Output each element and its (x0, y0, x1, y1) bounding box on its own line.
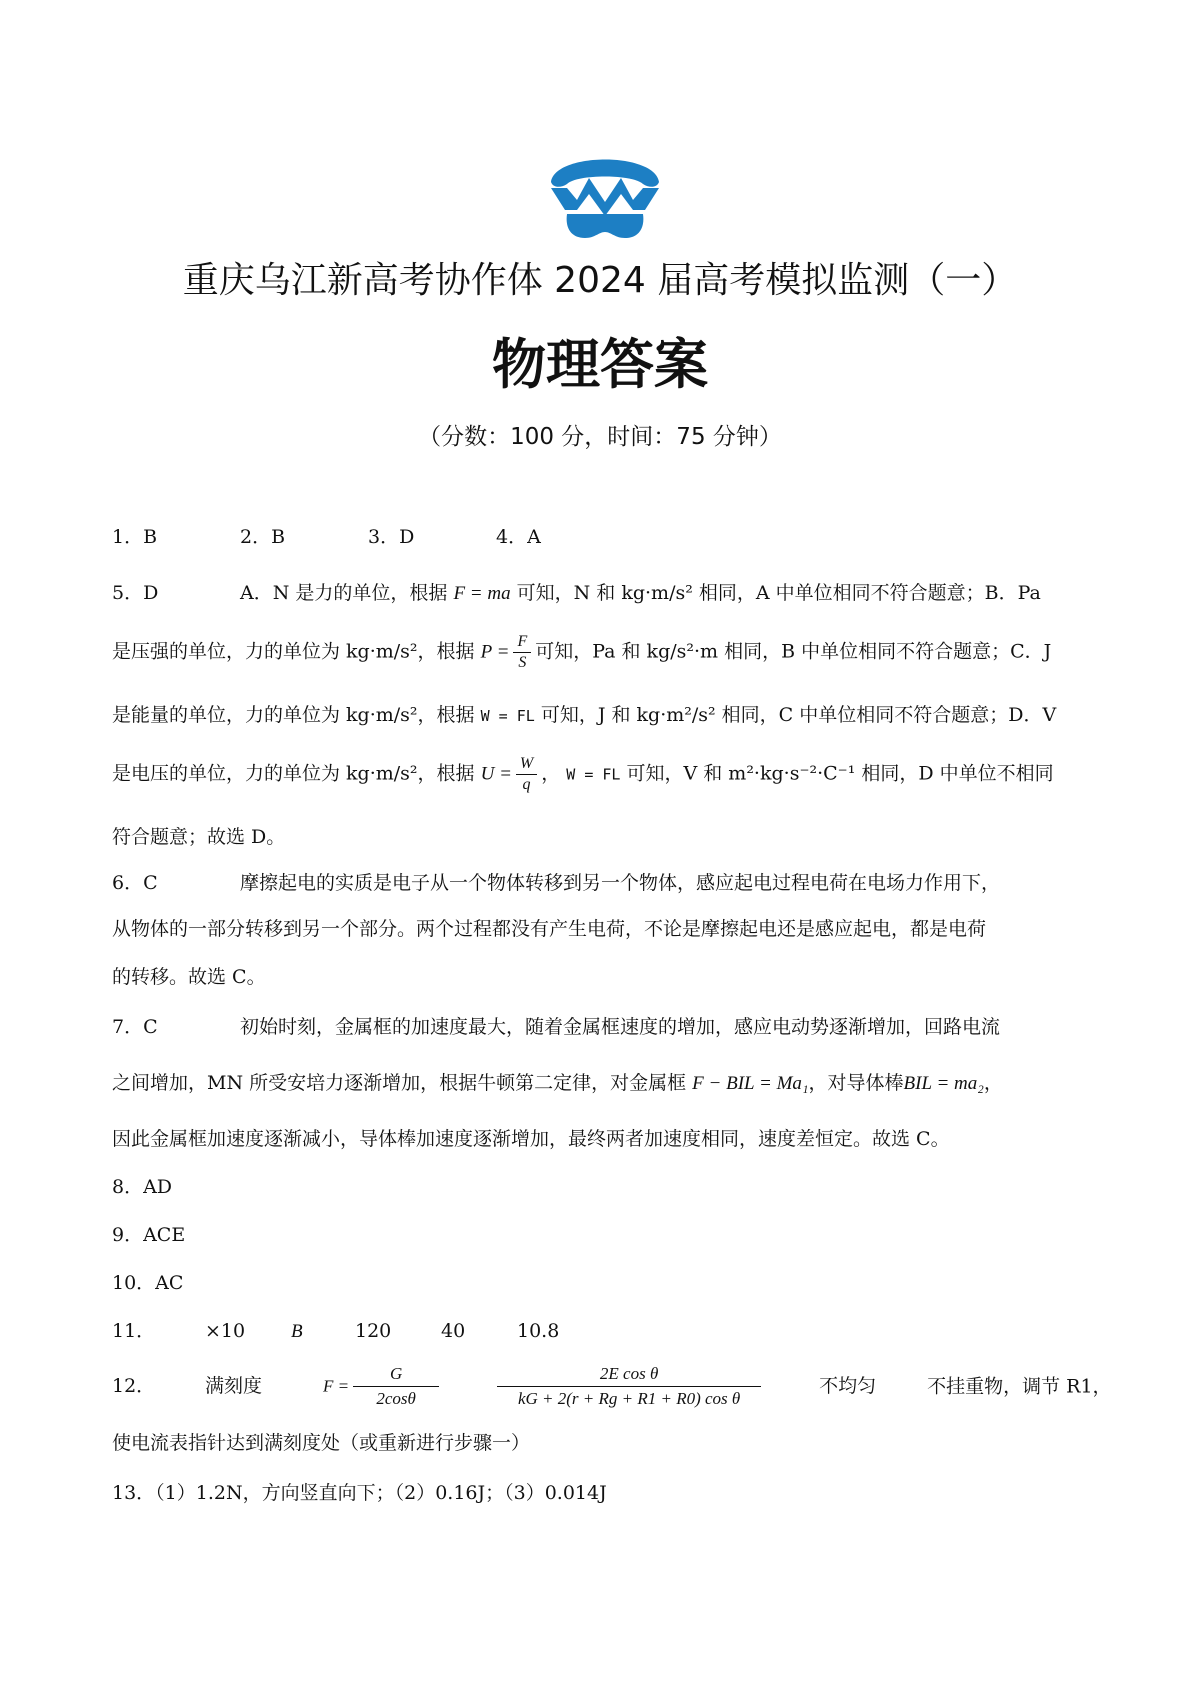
q5-b-text: 是压强的单位，力的单位为 kg·m/s²，根据 (112, 640, 475, 663)
q7-text-1: 初始时刻，金属框的加速度最大，随着金属框速度的增加，感应电动势逐渐增加，回路电流 (240, 1016, 1001, 1038)
q12-f1-denominator: 2cosθ (376, 1389, 416, 1409)
mcq-answers-row (112, 528, 624, 547)
q6-line3: 的转移。故选 C。 (112, 966, 266, 988)
q12-answer-3: 不均匀 (819, 1375, 877, 1398)
q7-text-mid: ，对导体棒 (808, 1072, 904, 1094)
q5-d-numerator: W (516, 756, 537, 775)
exam-title: 重庆乌江新高考协作体 2024 届高考模拟监测（一） (182, 260, 1018, 301)
q12-f2-numerator: 2E cos θ (497, 1364, 761, 1387)
q12-f1-fraction (353, 1364, 439, 1410)
q11-answer-4: 40 (441, 1320, 466, 1342)
q5-d-fraction (516, 756, 537, 793)
q5-c-post: 可知，J 和 kg·m²/s² 相同，C 中单位相同不符合题意；D．V (540, 704, 1057, 726)
q5-c-text: 是能量的单位，力的单位为 kg·m/s²，根据 (112, 704, 475, 726)
q7-formula-1: F − BIL = Ma₁ (692, 1073, 809, 1094)
q5-b-formula-lhs: P = (480, 641, 510, 663)
subject-title: 物理答案 (492, 333, 708, 396)
q5-conclusion: 符合题意；故选 D。 (112, 826, 286, 848)
answer-2: 2．B (240, 526, 286, 548)
q5-d-formula2: W = FL (566, 765, 621, 784)
q9-answer: 9．ACE (112, 1224, 186, 1246)
q10-answer: 10．AC (112, 1272, 184, 1294)
q12-row (112, 1364, 1112, 1410)
q11-answer-3: 120 (355, 1320, 392, 1342)
q12-f1-numerator: G (353, 1364, 439, 1387)
q11-number: 11． (112, 1320, 156, 1342)
q6-number: 6．C (112, 872, 158, 894)
answer-4: 4．A (496, 526, 541, 548)
q5-b-denominator: S (518, 654, 527, 671)
q6-text-1: 摩擦起电的实质是电子从一个物体转移到另一个物体，感应起电过程电荷在电场力作用下， (240, 872, 1001, 894)
q5-c-formula: W = FL (480, 707, 535, 725)
q5-line3 (112, 706, 1056, 725)
q12-f2-denominator: kG + 2(r + Rg + R1 + R0) cos θ (517, 1389, 741, 1409)
q13-answer: 13．（1）1.2N，方向竖直向下；（2）0.16J；（3）0.014J (112, 1482, 607, 1504)
q5-d-post: 可知，V 和 m²·kg·s⁻²·C⁻¹ 相同，D 中单位不相同 (626, 762, 1054, 785)
q5-b-fraction (513, 634, 531, 671)
q8-answer: 8．AD (112, 1176, 173, 1198)
exam-meta: （分数：100 分，时间：75 分钟） (418, 424, 782, 450)
q12-f1-lhs: F = (323, 1376, 350, 1396)
q5-d-denominator: q (522, 776, 531, 793)
q5-line4: 是电压的单位，力的单位为 kg·m/s²，根据 U = $\frac{W}{q}$ ， W = FL 可知，V 和 m²·kg·s⁻²·C⁻¹ 相同，D 中单位不相同 (112, 755, 1054, 793)
wujiang-logo (545, 148, 665, 240)
q7-number: 7．C (112, 1016, 158, 1038)
q5-b-post: 可知，Pa 和 kg/s²·m 相同，B 中单位相同不符合题意；C．J (535, 640, 1052, 663)
q5-line2 (112, 634, 1051, 671)
q6-line1 (112, 874, 1000, 893)
q12-f2-fraction (497, 1364, 761, 1410)
q7-text-post: ， (983, 1072, 1003, 1094)
q11-answer-1: ×10 (205, 1320, 246, 1342)
q7-line1 (112, 1018, 1000, 1037)
q5-d-text: 是电压的单位，力的单位为 kg·m/s²，根据 (112, 762, 475, 785)
q7-line3: 因此金属框加速度逐渐减小，导体棒加速度逐渐增加，最终两者加速度相同，速度差恒定。故选 C。 (112, 1128, 950, 1150)
q5-a-formula: F = ma (453, 583, 511, 604)
q5-a-text: A．N 是力的单位，根据 (240, 582, 448, 604)
q6-line2: 从物体的一部分转移到另一个部分。两个过程都没有产生电荷，不论是摩擦起电还是感应起电，都是电荷 (112, 918, 987, 940)
answer-3: 3．D (368, 526, 415, 548)
q12-line2: 使电流表指针达到满刻度处（或重新进行步骤一） (112, 1432, 531, 1454)
q12-number: 12． (112, 1375, 156, 1398)
q5-d-formula-lhs: U = (480, 763, 512, 785)
q5-b-numerator: F (513, 634, 531, 653)
q12-answer-4: 不挂重物，调节 R1， (927, 1375, 1112, 1398)
q7-text-2: 之间增加，MN 所受安培力逐渐增加，根据牛顿第二定律，对金属框 (112, 1072, 687, 1094)
q5-line1 (112, 584, 1041, 603)
q11-row (112, 1322, 559, 1341)
q7-formula-2: BIL = ma₂ (903, 1073, 984, 1094)
q11-answer-5: 10.8 (517, 1320, 560, 1342)
q5-number: 5．D (112, 582, 159, 604)
q7-line2 (112, 1074, 1003, 1093)
q11-answer-2: B (291, 1321, 303, 1342)
q12-answer-1: 满刻度 (205, 1375, 263, 1398)
q5-a-post: 可知，N 和 kg·m/s² 相同，A 中单位相同不符合题意；B．Pa (516, 582, 1041, 604)
answer-1: 1．B (112, 526, 158, 548)
